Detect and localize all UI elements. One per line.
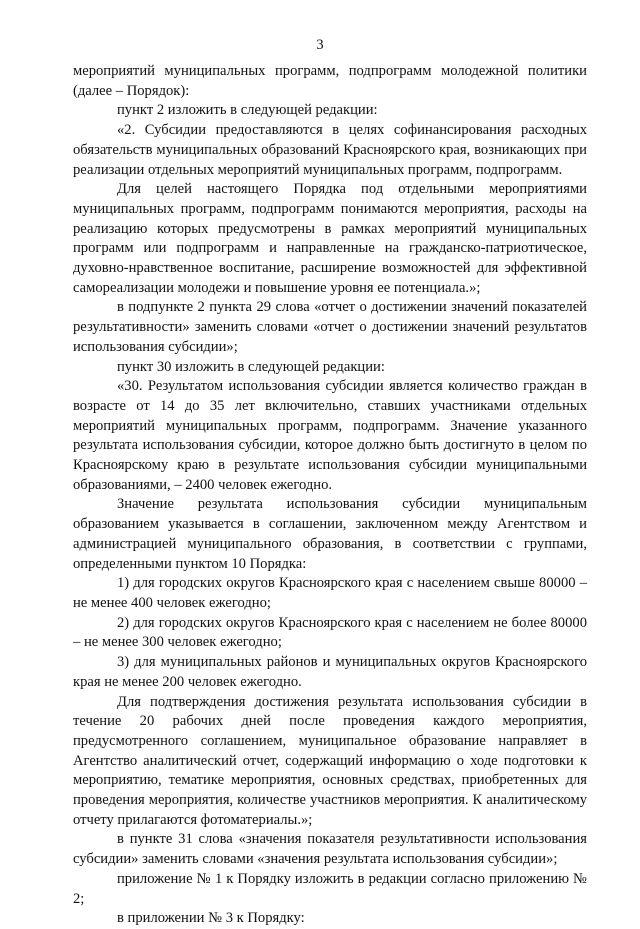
list-item-group-3: 3) для муниципальных районов и муниципальных округов Красноярского края не менее 200 человек ежегодно. — [73, 654, 587, 690]
paragraph-point-30-text: «30. Результатом использования субсидии является количество граждан в возрасте от 14 до 35 лет включительно, ставших участниками отдельных мероприятий муниципальных программ, подпрограмм. Значение указанного результата использования субсидии, которое должно быть достигнуто в целом по Красноярскому краю в результате использования субсидии муниципальными образованиями, – 2400 человек ежегодно. — [73, 378, 587, 493]
paragraph-appendix-1: приложение № 1 к Порядку изложить в редакции согласно приложению № 2; — [73, 870, 587, 907]
paragraph-continuation: мероприятий муниципальных программ, подпрограмм молодежной политики (далее – Порядок): — [73, 63, 587, 99]
paragraph-point-2-text: «2. Субсидии предоставляются в целях софинансирования расходных обязательств муниципальных образований Красноярского края, возникающих при реализации отдельных мероприятий муниципальных программ, подпрограмм. — [73, 122, 587, 178]
list-item-group-1: 1) для городских округов Красноярского края с населением свыше 80000 – не менее 400 человек ежегодно; — [73, 575, 587, 611]
paragraph-confirmation: Для подтверждения достижения результата использования субсидии в течение 20 рабочих дней после проведения каждого мероприятия, предусмотренного соглашением, муниципальное образование направляет в Агентство аналитический отчет, содержащий информацию о ходе подготовки к мероприятию, тематике мероприятия, основных средствах, приобретенных для проведения мероприятия, количестве участников мероприятия. К аналитическому отчету прилагаются фотоматериалы.»; — [73, 693, 587, 828]
list-item-group-2: 2) для городских округов Красноярского края с населением не более 80000 – не менее 300 человек ежегодно; — [73, 614, 587, 651]
paragraph-result-value: Значение результата использования субсидии муниципальным образованием указывается в соглашении, заключенном между Агентством и администрацией муниципального образования, в соответствии с группами, определенными пунктом 10 Порядка: — [73, 496, 587, 572]
paragraph-amend-point-2: пункт 2 изложить в следующей редакции: — [117, 102, 378, 119]
paragraph-amend-point-30: пункт 30 изложить в следующей редакции: — [117, 358, 385, 375]
page-number: 3 — [316, 37, 324, 53]
paragraph-amend-point-29: в подпункте 2 пункта 29 слова «отчет о достижении значений показателей результативности» заменить словами «отчет о достижении значений результатов использования субсидии»; — [73, 299, 587, 355]
paragraph-amend-point-31: в пункте 31 слова «значения показателя результативности использования субсидии» заменить словами «значения результата использования субсидии»; — [73, 831, 587, 868]
document-body — [73, 62, 587, 929]
paragraph-appendix-3: в приложении № 3 к Порядку: — [117, 910, 305, 927]
paragraph-point-2-definition: Для целей настоящего Порядка под отдельными мероприятиями муниципальных программ, подпрограмм понимаются мероприятия, расходы на реализацию которых предусмотрены в рамках мероприятий муниципальных программ или подпрограмм и направленные на гражданско-патриотическое, духовно-нравственное воспитание, расширение возможностей для эффективной самореализации молодежи и повышение уровня ее потенциала.»; — [73, 181, 587, 296]
